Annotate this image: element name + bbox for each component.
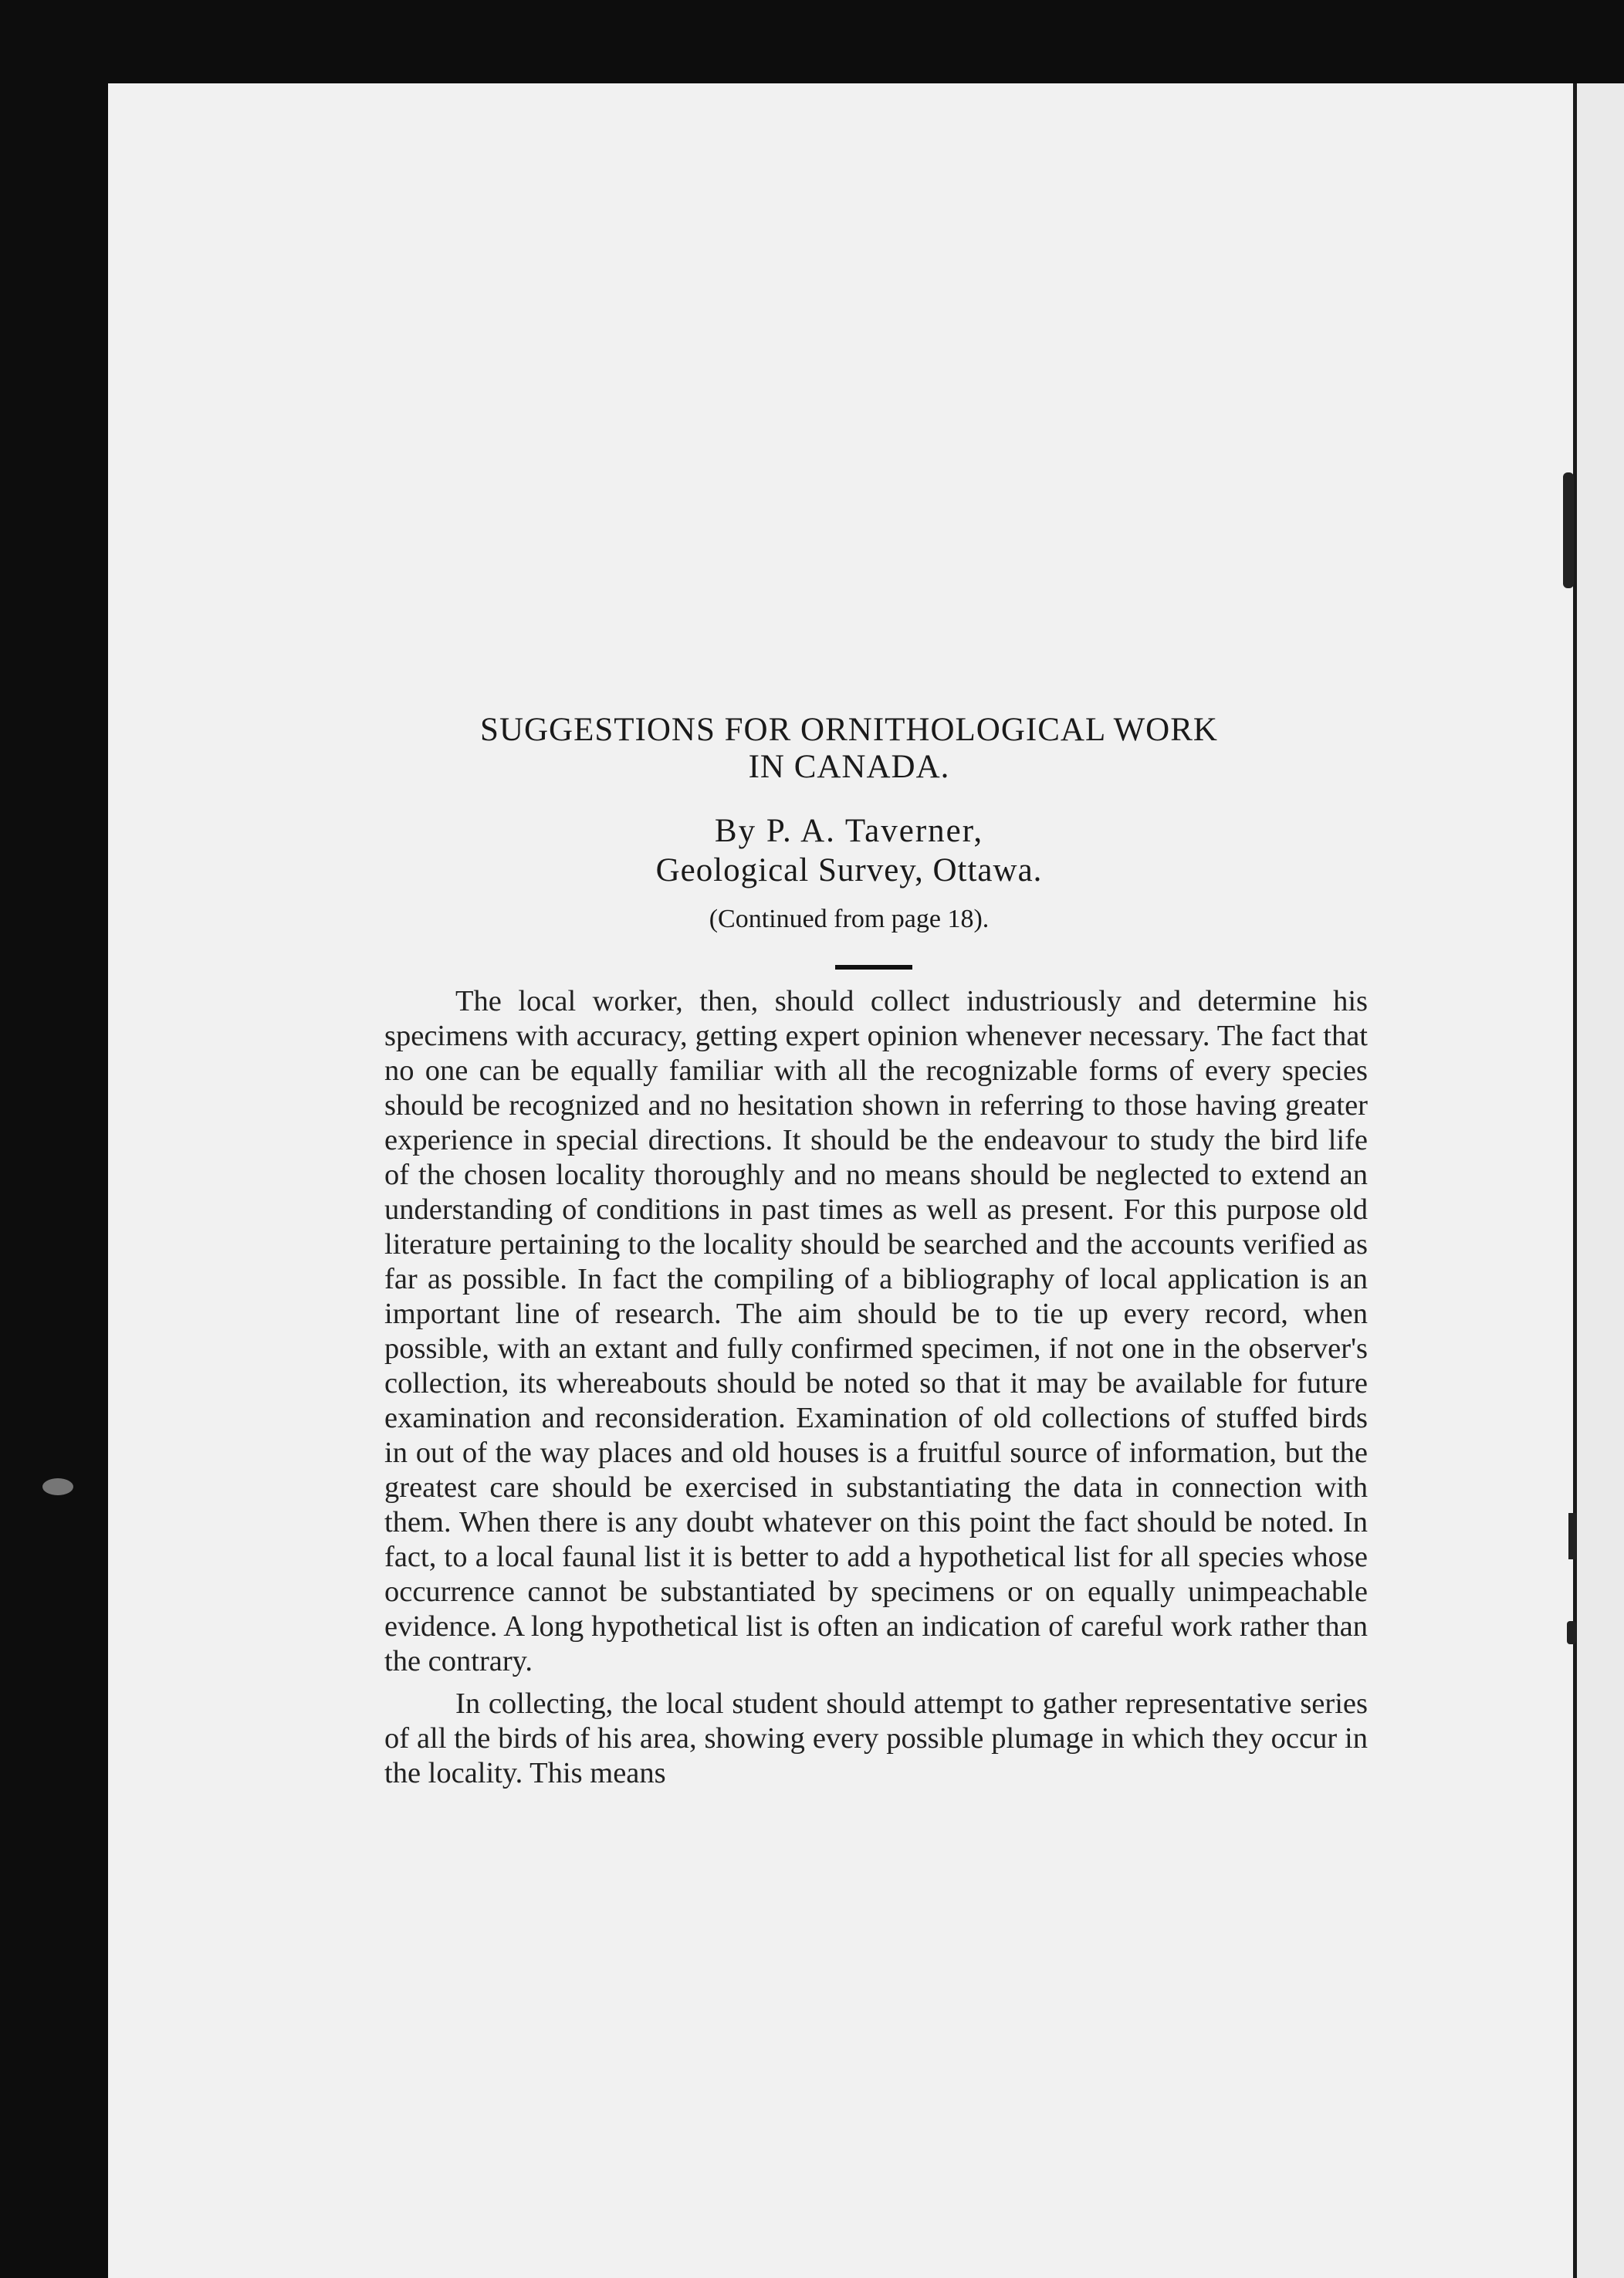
- paragraph: The local worker, then, should collect industriously and determine his specimens with accuracy, getting expert opinion whenever necessary. The fact that no one can be equally familiar with all the recognizable forms of every species should be recognized and no hesitation shown in referring to those having greater experience in special directions. It should be the endeavour to study the bird life of the chosen locality thoroughly and no means should be neglected to extend an understanding of conditions in past times as well as present. For this purpose old literature pertaining to the locality should be searched and the accounts verified as far as possible. In fact the compiling of a bibliography of local application is an important line of research. The aim should be to tie up every record, when possible, with an extant and fully confirmed specimen, if not one in the observer's collection, its whereabouts should be noted so that it may be available for future examination and reconsideration. Examination of old collections of stuffed birds in out of the way places and old houses is a fruitful source of information, but the greatest care should be exercised in substantiating the data in connection with them. When there is any doubt whatever on this point the fact should be noted. In fact, to a local faunal list it is better to add a hypothetical list for all species whose occurrence cannot be substantiated by specimens or on equally unimpeachable evidence. A long hypothetical list is often an indication of careful work rather than the contrary.: [384, 985, 1368, 1677]
- section-rule: [835, 965, 912, 970]
- author-affiliation: Geological Survey, Ottawa.: [655, 852, 1043, 889]
- adjacent-page-edge: [1573, 83, 1624, 2278]
- author-byline: By P. A. Taverner,: [714, 813, 984, 849]
- paragraph: In collecting, the local student should attempt to gather representative series of all the birds of his area, showing every possible plumage in which they occur in the locality. This means: [384, 1687, 1368, 1789]
- binding-mark: [1568, 1513, 1576, 1559]
- title-line-2: IN CANADA.: [748, 749, 950, 785]
- scan-artifact: [42, 1478, 73, 1495]
- binding-clip-mark: [1563, 472, 1574, 588]
- title-line-1: SUGGESTIONS FOR ORNITHOLOGICAL WORK: [480, 712, 1218, 748]
- article-body: [384, 984, 1368, 1791]
- binding-mark: [1567, 1621, 1576, 1644]
- article-title: [386, 712, 1312, 786]
- continuation-note: (Continued from page 18).: [709, 905, 990, 933]
